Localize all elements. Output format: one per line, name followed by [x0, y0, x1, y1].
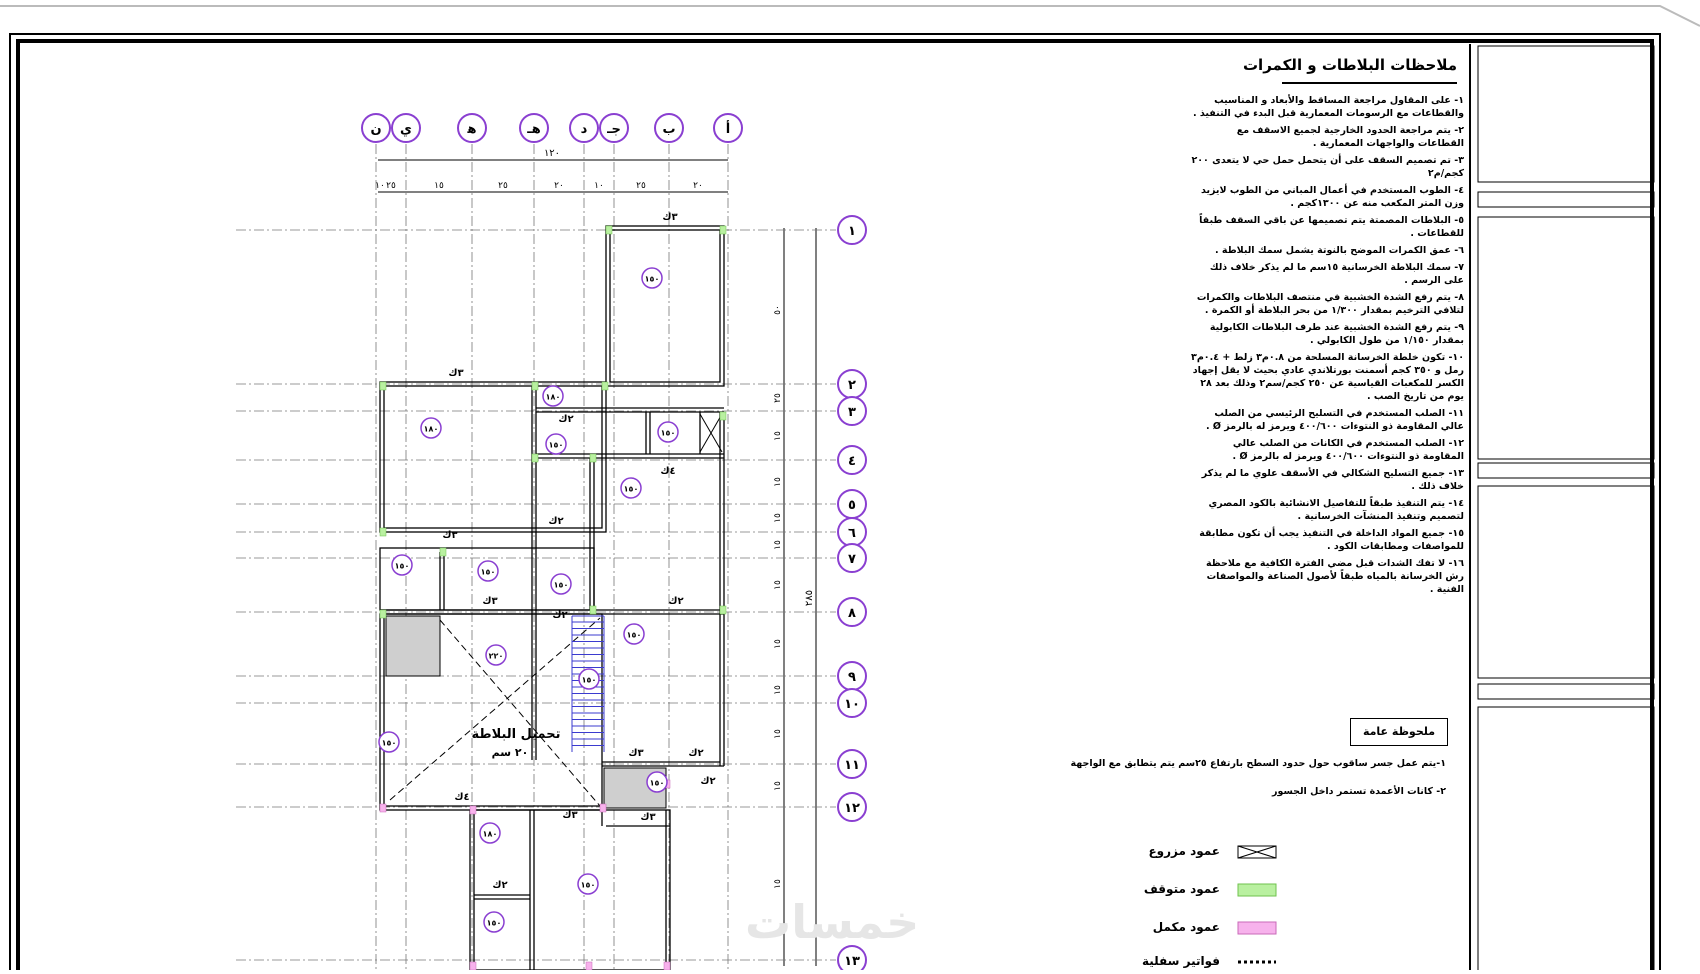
note-item: ١٣- جميع التسليح الشكالي في الأسقف علوي ما لم يذكر خلاف ذلك .: [1201, 468, 1464, 492]
note-item: ٣- تم تصميم السقف على أن يتحمل حمل حي لا يتعدى ٢٠٠ كجم/م٢: [1191, 155, 1464, 179]
top-sub-dimension: ٢٥: [498, 181, 508, 191]
right-dimension: ١٥: [773, 580, 783, 590]
legend-label-planted: عمود مزروع: [1148, 844, 1220, 858]
continuing-column-mark: [720, 606, 726, 614]
note-item: ١١- الصلب المستخدم في التسليح الرئيسي من الصلب عالي المقاومة ذو النتوءات ٤٠٠/٦٠٠ ويرمز له بالرمز Ø .: [1206, 408, 1464, 432]
notes-list: [1190, 94, 1464, 600]
completing-column-mark: [600, 804, 606, 812]
slab-label: ١٥٠: [548, 440, 564, 450]
legend-label-continuing: عمود متوقف: [1143, 882, 1220, 896]
beam-label: ٢ك: [688, 748, 704, 759]
row-axis-label: ٩: [848, 670, 856, 685]
overall-height-dimension: ٢٨٥: [804, 589, 815, 607]
continuing-column-mark: [532, 454, 538, 462]
column-axis-label: جـ: [607, 122, 621, 137]
continuing-column-mark: [440, 548, 446, 556]
right-dimension: ١٥: [773, 477, 783, 487]
note-item: ٤- الطوب المستخدم في أعمال المباني من الطوب لايزيد وزن المتر المكعب منه عن ١٣٠٠كجم .: [1200, 185, 1464, 209]
beam-label: ٢ك: [492, 880, 508, 891]
note-item: ٥- البلاطات المصمتة يتم تصميمها عن باقي السقف طبقاً للقطاعات .: [1199, 215, 1464, 239]
beam-label: ٣ك: [562, 810, 578, 821]
completing-column-mark: [470, 962, 476, 970]
beam-label: ٢ك: [548, 516, 564, 527]
continuing-column-mark: [720, 412, 726, 420]
slab-label: ١٥٠: [644, 274, 660, 284]
beam-label: ٢ك: [558, 414, 574, 425]
right-dimension: ١٥: [773, 879, 783, 889]
slab-label: ١٥٠: [486, 918, 502, 928]
note-item: ١٠- تكون خلطة الخرسانة المسلحة من ٠.٨م٣ زلط + ٠.٤م٣ رمل و ٣٥٠ كجم أسمنت بورتلاندي عادي بحيث لا يقل إجهاد الكسر للمكعبات القياسية عن ٢٥٠ كجم/سم٢ وذلك بعد ٢٨ يوم من تاريخ الصب .: [1191, 352, 1464, 402]
right-dimension: ٢٥: [773, 393, 783, 403]
opening-cross: [700, 414, 722, 452]
right-dimension: ١٥: [773, 431, 783, 441]
column-axis-label: هـ: [527, 122, 541, 137]
top-sub-dimension: ١٠: [594, 181, 604, 191]
row-axis-label: ٤: [848, 454, 856, 469]
beam-label: ٣ك: [448, 368, 464, 379]
note-item: ٧- سمك البلاطة الخرسانية ١٥سم ما لم يذكر خلاف ذلك على الرسم .: [1209, 262, 1464, 286]
row-axis-label: ٣: [848, 405, 856, 420]
beam-label: ٤ك: [660, 466, 676, 477]
column-axis-bubbles: [362, 114, 742, 142]
row-axis-label: ١١: [844, 758, 860, 773]
column-axis-label: ي: [400, 122, 412, 137]
column-axis-label: ﻫ: [467, 122, 477, 137]
note-item: ٦- عمق الكمرات الموضح بالنوتة يشمل سمك البلاطة .: [1215, 245, 1464, 256]
top-dimension-texts: [375, 181, 703, 191]
beam-labels: [442, 212, 715, 891]
column-axis-label: ن: [370, 122, 382, 137]
note-item: ٩- يتم رفع الشدة الخشبية عند طرف البلاطات الكابولية بمقدار ١/١٥٠ من طول الكابولي .: [1209, 322, 1464, 346]
continuing-column-mark: [380, 528, 386, 536]
row-axis-label: ٥: [848, 498, 856, 513]
top-sub-dimension: ٢٠: [693, 181, 703, 191]
beam-label: ٤ك: [454, 792, 470, 803]
sheet-top-edge: [0, 6, 1700, 26]
right-dimension: ٥٠: [773, 305, 783, 315]
row-axis-label: ٢: [848, 378, 856, 393]
slab-label: ١٥٠: [581, 675, 597, 685]
slab-label: ١٥٠: [623, 484, 639, 494]
slab-label: ١٥٠: [381, 738, 397, 748]
right-dimension: ١٥: [773, 639, 783, 649]
legend-label-dashed: فواتير سفلية: [1141, 954, 1220, 968]
slab-label: ١٨٠: [545, 392, 561, 402]
row-axis-label: ٧: [848, 552, 856, 567]
top-sub-dimension: ٢٠: [554, 181, 564, 191]
legend-symbol-continuing: [1238, 884, 1276, 896]
beam-label: ٣ك: [662, 212, 678, 223]
slab-label: ٢٢٠: [488, 651, 504, 661]
slab-labels: [379, 268, 678, 932]
column-axis-label: د: [580, 122, 588, 137]
row-axis-label: ١٣: [844, 954, 860, 969]
beam-label: ٣ك: [628, 748, 644, 759]
row-axis-label: ١: [848, 224, 856, 239]
note-item: ١٢- الصلب المستخدم في الكانات من الصلب عالي المقاومة ذو النتوءات ٤٠٠/٦٠٠ ويرمز له بالرمز Ø .: [1232, 438, 1464, 462]
row-axis-label: ١٠: [844, 697, 860, 712]
note-item: ٨- يتم رفع الشدة الخشبية في منتصف البلاطات والكمرات لتلافي الترخيم بمقدار ١/٣٠٠ من بحر البلاطة أو الكمرة .: [1196, 292, 1464, 316]
right-dimension-texts: [773, 305, 783, 889]
legend-symbol-completing: [1238, 922, 1276, 934]
completing-column-mark: [380, 804, 386, 812]
notes-title: ملاحظات البلاطات و الكمرات: [1282, 56, 1457, 84]
title-block: [1478, 46, 1654, 970]
beam-label: ٢ك: [700, 776, 716, 787]
slab-label: ١٨٠: [482, 829, 498, 839]
slab-label: ١٥٠: [626, 630, 642, 640]
top-sub-dimension: ١٠: [375, 181, 385, 191]
continuing-column-mark: [380, 382, 386, 390]
slab-label: ١٥٠: [394, 561, 410, 571]
general-note-line-2: ٢- كانات الأعمدة تستمر داخل الجسور: [1272, 786, 1446, 797]
slab-label: ١٥٠: [649, 778, 665, 788]
top-sub-dimension: ٢٥: [636, 181, 646, 191]
row-axis-label: ٦: [848, 526, 856, 541]
top-sub-dimension: ١٥: [434, 181, 444, 191]
continuing-column-mark: [532, 382, 538, 390]
row-axis-bubbles: [838, 216, 866, 970]
slab-label: ١٨٠: [423, 424, 439, 434]
right-dimension: ١٥: [773, 729, 783, 739]
slab-label: ١٥٠: [580, 880, 596, 890]
beam-label: ٣ك: [640, 812, 656, 823]
completing-column-mark: [586, 962, 592, 970]
continuing-column-mark: [380, 610, 386, 618]
right-dimension: ١٥: [773, 540, 783, 550]
beam-label: ٢ك: [552, 610, 568, 621]
note-item: ١٦- لا تفك الشدات قبل مضي الفترة الكافية مع ملاحظة رش الخرسانة بالمياه طبقاً لأصول الصناعة والمواصفات الفنية .: [1205, 558, 1464, 595]
beam-label: ٢ك: [668, 596, 684, 607]
slab-label: ١٥٠: [480, 567, 496, 577]
general-note-title: ملحوظة عامة: [1350, 718, 1448, 746]
right-dimension: ١٥: [773, 685, 783, 695]
beam-label: ٣ك: [482, 596, 498, 607]
note-item: ٢- يتم مراجعة الحدود الخارجية لجميع الاسقف مع القطاعات والواجهات المعمارية .: [1236, 125, 1464, 149]
note-item: ١٥- جميع المواد الداخلة في التنفيذ يجب أن تكون مطابقة للمواصفات ومطابقات الكود .: [1199, 528, 1464, 552]
completing-column-mark: [470, 806, 476, 814]
top-sub-dimension: ٢٥: [386, 181, 396, 191]
continuing-column-mark: [606, 226, 612, 234]
watermark: خمسات: [745, 895, 920, 949]
legend-label-completing: عمود مكمل: [1152, 920, 1220, 934]
completing-column-mark: [664, 962, 670, 970]
right-dimension: ١٥: [773, 513, 783, 523]
column-axis-label: أ: [725, 122, 731, 137]
beam-label: ٣ك: [442, 530, 458, 541]
slab-label: ١٥٠: [660, 428, 676, 438]
row-axis-label: ٨: [848, 606, 856, 621]
continuing-column-mark: [720, 226, 726, 234]
continuing-column-mark: [590, 454, 596, 462]
note-item: ١٤- يتم التنفيذ طبقاً للتفاصيل الانشائية بالكود المصري لتصميم وتنفيذ المنشآت الخرسانية .: [1208, 498, 1464, 522]
total-width-dimension: ١٢٠: [543, 148, 561, 159]
right-dimension: ١٥: [773, 781, 783, 791]
column-axis-label: ب: [662, 122, 676, 137]
note-item: ١- على المقاول مراجعة المساقط والأبعاد و المناسيب والقطاعات مع الرسومات المعمارية قبل البدء في التنفيذ .: [1193, 95, 1464, 119]
continuing-column-mark: [590, 606, 596, 614]
row-axis-label: ١٢: [844, 801, 860, 816]
planted-columns: [386, 616, 666, 808]
continuing-column-mark: [602, 382, 608, 390]
cantilever-text: تحميل البلاطة: [471, 727, 561, 742]
general-note-line-1: ١-يتم عمل جسر ساقوب حول حدود السطح بارتفاع ٢٥سم يتم يتطابق مع الواجهة: [1070, 758, 1446, 769]
cantilever-subtext: ٢٠ سم: [491, 746, 529, 759]
slab-label: ١٥٠: [553, 580, 569, 590]
legend-symbols: [1238, 846, 1276, 962]
column-gridlines: [376, 144, 728, 970]
